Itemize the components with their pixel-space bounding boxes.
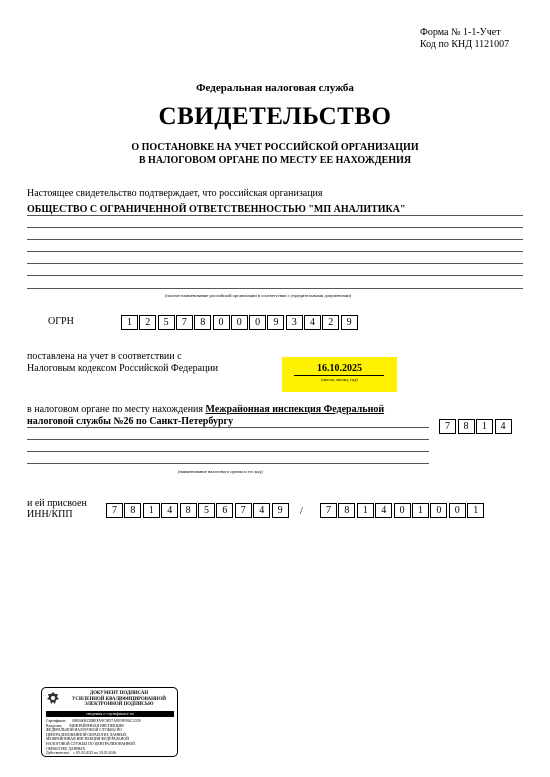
inn-kpp-label-2: ИНН/КПП [27,509,73,520]
tax-office-prefix: в налоговом органе по месту нахождения [27,404,204,415]
form-number: Форма № 1-1-Учет [420,27,501,38]
e-signature-title-1: ДОКУМЕНТ ПОДПИСАН [89,691,149,696]
kpp-digit-box: 8 [338,503,355,518]
tax-office-line [27,451,429,452]
inn-digit-box: 6 [216,503,233,518]
e-signature-title-2: УСИЛЕННОЙ КВАЛИФИЦИРОВАННОЙ [72,696,166,702]
form-header [420,27,509,51]
ogrn-digit-box: 2 [322,315,339,330]
kpp-digit-box: 1 [467,503,484,518]
registration-date-stamp [282,357,397,392]
kpp-digit-box: 1 [412,503,429,518]
tax-office-code-digit-box: 7 [439,419,456,434]
subtitle-line-1: О ПОСТАНОВКЕ НА УЧЕТ РОССИЙСКОЙ ОРГАНИЗАЦИИ [131,142,419,153]
owner-line: МЕЖРАЙОННАЯ ИНСПЕКЦИЯ ФЕДЕРАЛЬНОЙ [46,737,129,742]
inn-kpp-separator: / [300,506,303,517]
ogrn-digit-box: 3 [286,315,303,330]
owner-line: ОБРАБОТКЕ ДАННЫХ [46,746,86,751]
owner-line: НАЛОГОВОЙ СЛУЖБЫ ПО ЦЕНТРАЛИЗОВАННОЙ [46,742,136,746]
ogrn-digit-box: 5 [158,315,175,330]
ogrn-digit-box: 9 [267,315,284,330]
inn-kpp-label-1: и ей присвоен [27,498,87,509]
tax-office-code-digit-box: 4 [495,419,512,434]
inn-digit-box: 7 [235,503,252,518]
tax-office-caption: (наименование налогового органа и его код) [178,469,263,474]
e-signature-title [62,691,176,708]
tax-office-code-digit-box: 8 [458,419,475,434]
valid-row [46,751,116,756]
kpp-digit-box: 0 [449,503,466,518]
kpp-digit-box: 0 [430,503,447,518]
tax-office-name-2: налоговой службы №26 по Санкт-Петербургу [27,416,234,427]
tax-office-name-1: Межрайонная инспекция Федеральной [205,404,385,415]
inn-digit-box: 4 [253,503,270,518]
tax-office-code-digit-box: 1 [476,419,493,434]
inn-digit-box: 1 [143,503,160,518]
tax-office-text [27,404,427,416]
tax-office-line [27,439,429,440]
inn-digit-box: 8 [180,503,197,518]
e-signature-stamp [41,687,178,757]
org-line [27,263,523,264]
ogrn-digit-box: 1 [121,315,138,330]
subtitle-line-2: В НАЛОГОВОМ ОРГАНЕ ПО МЕСТУ ЕЕ НАХОЖДЕНИЯ [138,155,412,166]
org-line [27,288,523,289]
knd-code: Код по КНД 1121007 [420,39,510,50]
registration-line-1: поставлена на учет в соответствии с [27,351,182,362]
owner-line: МЕЖРАЙОННАЯ ИНСПЕКЦИЯ [69,723,124,728]
kpp-digit-box: 7 [320,503,337,518]
owner-line: ЦЕНТРАЛИЗОВАННОЙ ОБРАБОТКЕ ДАННЫХ [46,732,127,737]
org-line [27,275,523,276]
certificate-info-bar: сведения о сертификате эп [46,711,174,717]
inn-digit-box: 4 [161,503,178,518]
inn-digit-box: 5 [198,503,215,518]
ogrn-digit-box: 4 [304,315,321,330]
ogrn-digit-box: 0 [231,315,248,330]
document-subtitle [0,141,550,167]
inn-digit-box: 8 [124,503,141,518]
inn-digit-box: 9 [272,503,289,518]
ogrn-label: ОГРН [48,316,74,327]
org-line [27,227,523,228]
intro-text: Настоящее свидетельство подтверждает, что российская организация [27,188,323,199]
date-caption: (число, месяц, год) [321,377,358,382]
ogrn-digit-box: 9 [341,315,358,330]
certificate-label: Сертификат: [46,719,67,723]
inn-digit-box: 7 [106,503,123,518]
organization-name: ОБЩЕСТВО С ОГРАНИЧЕННОЙ ОТВЕТСТВЕННОСТЬЮ "МП АНАЛИТИКА" [27,204,406,215]
kpp-digit-box: 4 [375,503,392,518]
registration-date: 16.10.2025 [317,363,362,374]
tax-office-line [27,463,429,464]
e-signature-title-3: ЭЛЕКТРОННОЙ ПОДПИСЬЮ [84,702,154,707]
kpp-digit-box: 0 [394,503,411,518]
ogrn-digit-box: 8 [194,315,211,330]
org-caption: (полное наименование российской организации в соответствии с учредительными документами) [165,293,352,298]
ogrn-digit-box: 0 [249,315,266,330]
agency-name: Федеральная налоговая служба [196,82,354,94]
org-line [27,239,523,240]
org-line [27,251,523,252]
valid-label: Действителен: [46,751,70,756]
valid-value: с 05.03.2025 по 29.05.2026 [73,751,117,756]
ogrn-digit-box: 2 [139,315,156,330]
registration-line-2: Налоговым кодексом Российской Федерации [27,363,219,374]
org-line [27,215,523,216]
owner-label: Владелец: [46,723,63,728]
tax-office-line [27,427,429,428]
document-title: СВИДЕТЕЛЬСТВО [158,103,392,130]
emblem-icon [46,691,60,705]
ogrn-digit-box: 7 [176,315,193,330]
date-underline [294,375,384,376]
kpp-digit-box: 1 [357,503,374,518]
ogrn-digit-box: 0 [213,315,230,330]
owner-line: ФЕДЕРАЛЬНОЙ НАЛОГОВОЙ СЛУЖБЫ ПО [46,728,123,733]
certificate-value: 00B360ECBBEFA9C9857AEE9E992C2339 [72,719,141,723]
